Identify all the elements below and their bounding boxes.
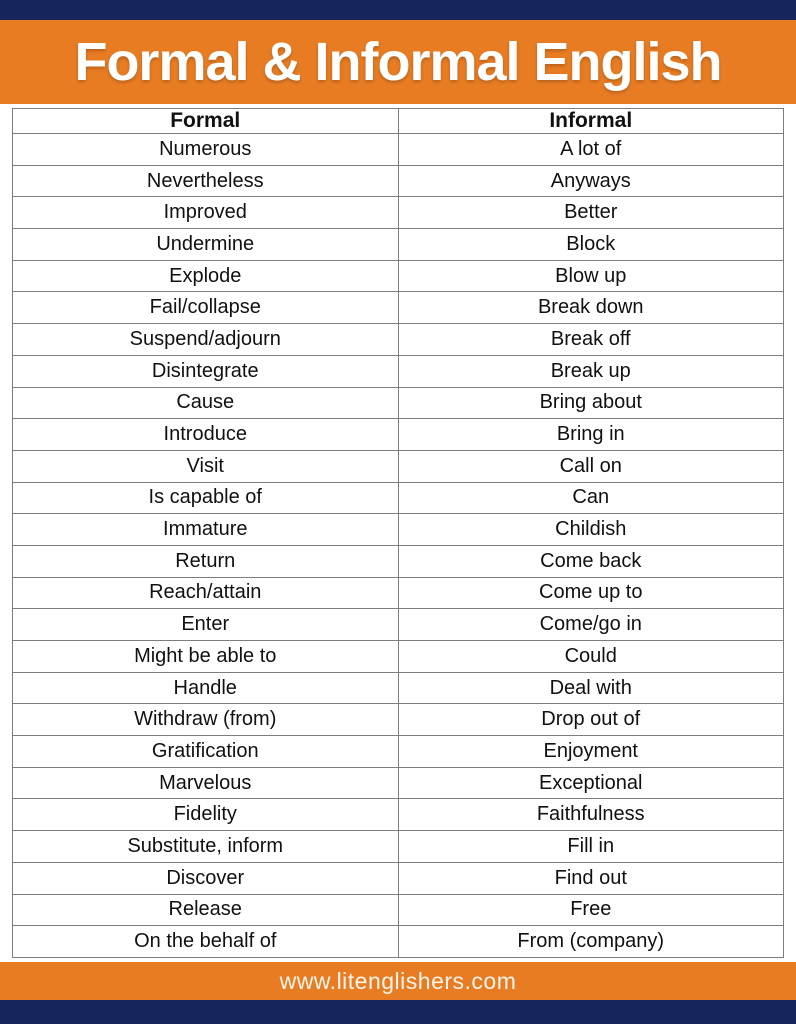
table-row — [13, 514, 784, 546]
informal-cell: Anyways — [398, 165, 784, 197]
formal-cell: Fail/collapse — [13, 292, 399, 324]
table-area — [0, 104, 796, 962]
column-header-informal: Informal — [398, 109, 784, 134]
formal-cell: Nevertheless — [13, 165, 399, 197]
informal-cell: Bring in — [398, 419, 784, 451]
formal-cell: Disintegrate — [13, 355, 399, 387]
informal-cell: Free — [398, 894, 784, 926]
table-row — [13, 736, 784, 768]
table-row — [13, 419, 784, 451]
table-row — [13, 831, 784, 863]
formal-cell: Immature — [13, 514, 399, 546]
table-row — [13, 324, 784, 356]
table-row — [13, 609, 784, 641]
top-border-bar — [0, 0, 796, 20]
table-row — [13, 482, 784, 514]
formal-cell: Withdraw (from) — [13, 704, 399, 736]
formal-cell: Gratification — [13, 736, 399, 768]
table-row — [13, 926, 784, 958]
table-row — [13, 672, 784, 704]
formal-cell: Handle — [13, 672, 399, 704]
table-row — [13, 767, 784, 799]
table-row — [13, 165, 784, 197]
formal-cell: Introduce — [13, 419, 399, 451]
informal-cell: Find out — [398, 862, 784, 894]
formal-cell: Might be able to — [13, 641, 399, 673]
table-row — [13, 577, 784, 609]
formal-cell: Release — [13, 894, 399, 926]
informal-cell: Break off — [398, 324, 784, 356]
informal-cell: Deal with — [398, 672, 784, 704]
informal-cell: Childish — [398, 514, 784, 546]
formal-cell: Numerous — [13, 134, 399, 166]
vocabulary-table — [12, 108, 784, 958]
table-row — [13, 229, 784, 261]
footer-band — [0, 962, 796, 1000]
informal-cell: Can — [398, 482, 784, 514]
table-row — [13, 197, 784, 229]
title-band — [0, 20, 796, 104]
informal-cell: Could — [398, 641, 784, 673]
informal-cell: Exceptional — [398, 767, 784, 799]
page-title: Formal & Informal English — [74, 32, 722, 92]
formal-cell: Substitute, inform — [13, 831, 399, 863]
table-row — [13, 545, 784, 577]
informal-cell: Blow up — [398, 260, 784, 292]
informal-cell: Come up to — [398, 577, 784, 609]
table-row — [13, 387, 784, 419]
table-row — [13, 355, 784, 387]
formal-cell: Is capable of — [13, 482, 399, 514]
formal-cell: Marvelous — [13, 767, 399, 799]
formal-cell: Improved — [13, 197, 399, 229]
informal-cell: Bring about — [398, 387, 784, 419]
word-table-head — [13, 109, 784, 134]
formal-cell: Visit — [13, 450, 399, 482]
informal-cell: A lot of — [398, 134, 784, 166]
formal-cell: Return — [13, 545, 399, 577]
table-row — [13, 894, 784, 926]
informal-cell: Drop out of — [398, 704, 784, 736]
formal-cell: Undermine — [13, 229, 399, 261]
informal-cell: Better — [398, 197, 784, 229]
table-row — [13, 260, 784, 292]
table-row — [13, 799, 784, 831]
informal-cell: Fill in — [398, 831, 784, 863]
header-row — [13, 109, 784, 134]
formal-cell: Enter — [13, 609, 399, 641]
informal-cell: From (company) — [398, 926, 784, 958]
table-row — [13, 704, 784, 736]
formal-cell: Suspend/adjourn — [13, 324, 399, 356]
table-row — [13, 862, 784, 894]
formal-cell: Cause — [13, 387, 399, 419]
table-row — [13, 134, 784, 166]
word-table-body — [13, 134, 784, 958]
table-row — [13, 292, 784, 324]
formal-cell: On the behalf of — [13, 926, 399, 958]
bottom-border-bar — [0, 1000, 796, 1024]
informal-cell: Break down — [398, 292, 784, 324]
informal-cell: Faithfulness — [398, 799, 784, 831]
table-row — [13, 641, 784, 673]
formal-cell: Fidelity — [13, 799, 399, 831]
informal-cell: Come back — [398, 545, 784, 577]
informal-cell: Block — [398, 229, 784, 261]
informal-cell: Break up — [398, 355, 784, 387]
table-row — [13, 450, 784, 482]
website-url: www.litenglishers.com — [279, 967, 517, 994]
formal-cell: Reach/attain — [13, 577, 399, 609]
column-header-formal: Formal — [13, 109, 399, 134]
formal-cell: Explode — [13, 260, 399, 292]
formal-cell: Discover — [13, 862, 399, 894]
informal-cell: Enjoyment — [398, 736, 784, 768]
informal-cell: Come/go in — [398, 609, 784, 641]
informal-cell: Call on — [398, 450, 784, 482]
